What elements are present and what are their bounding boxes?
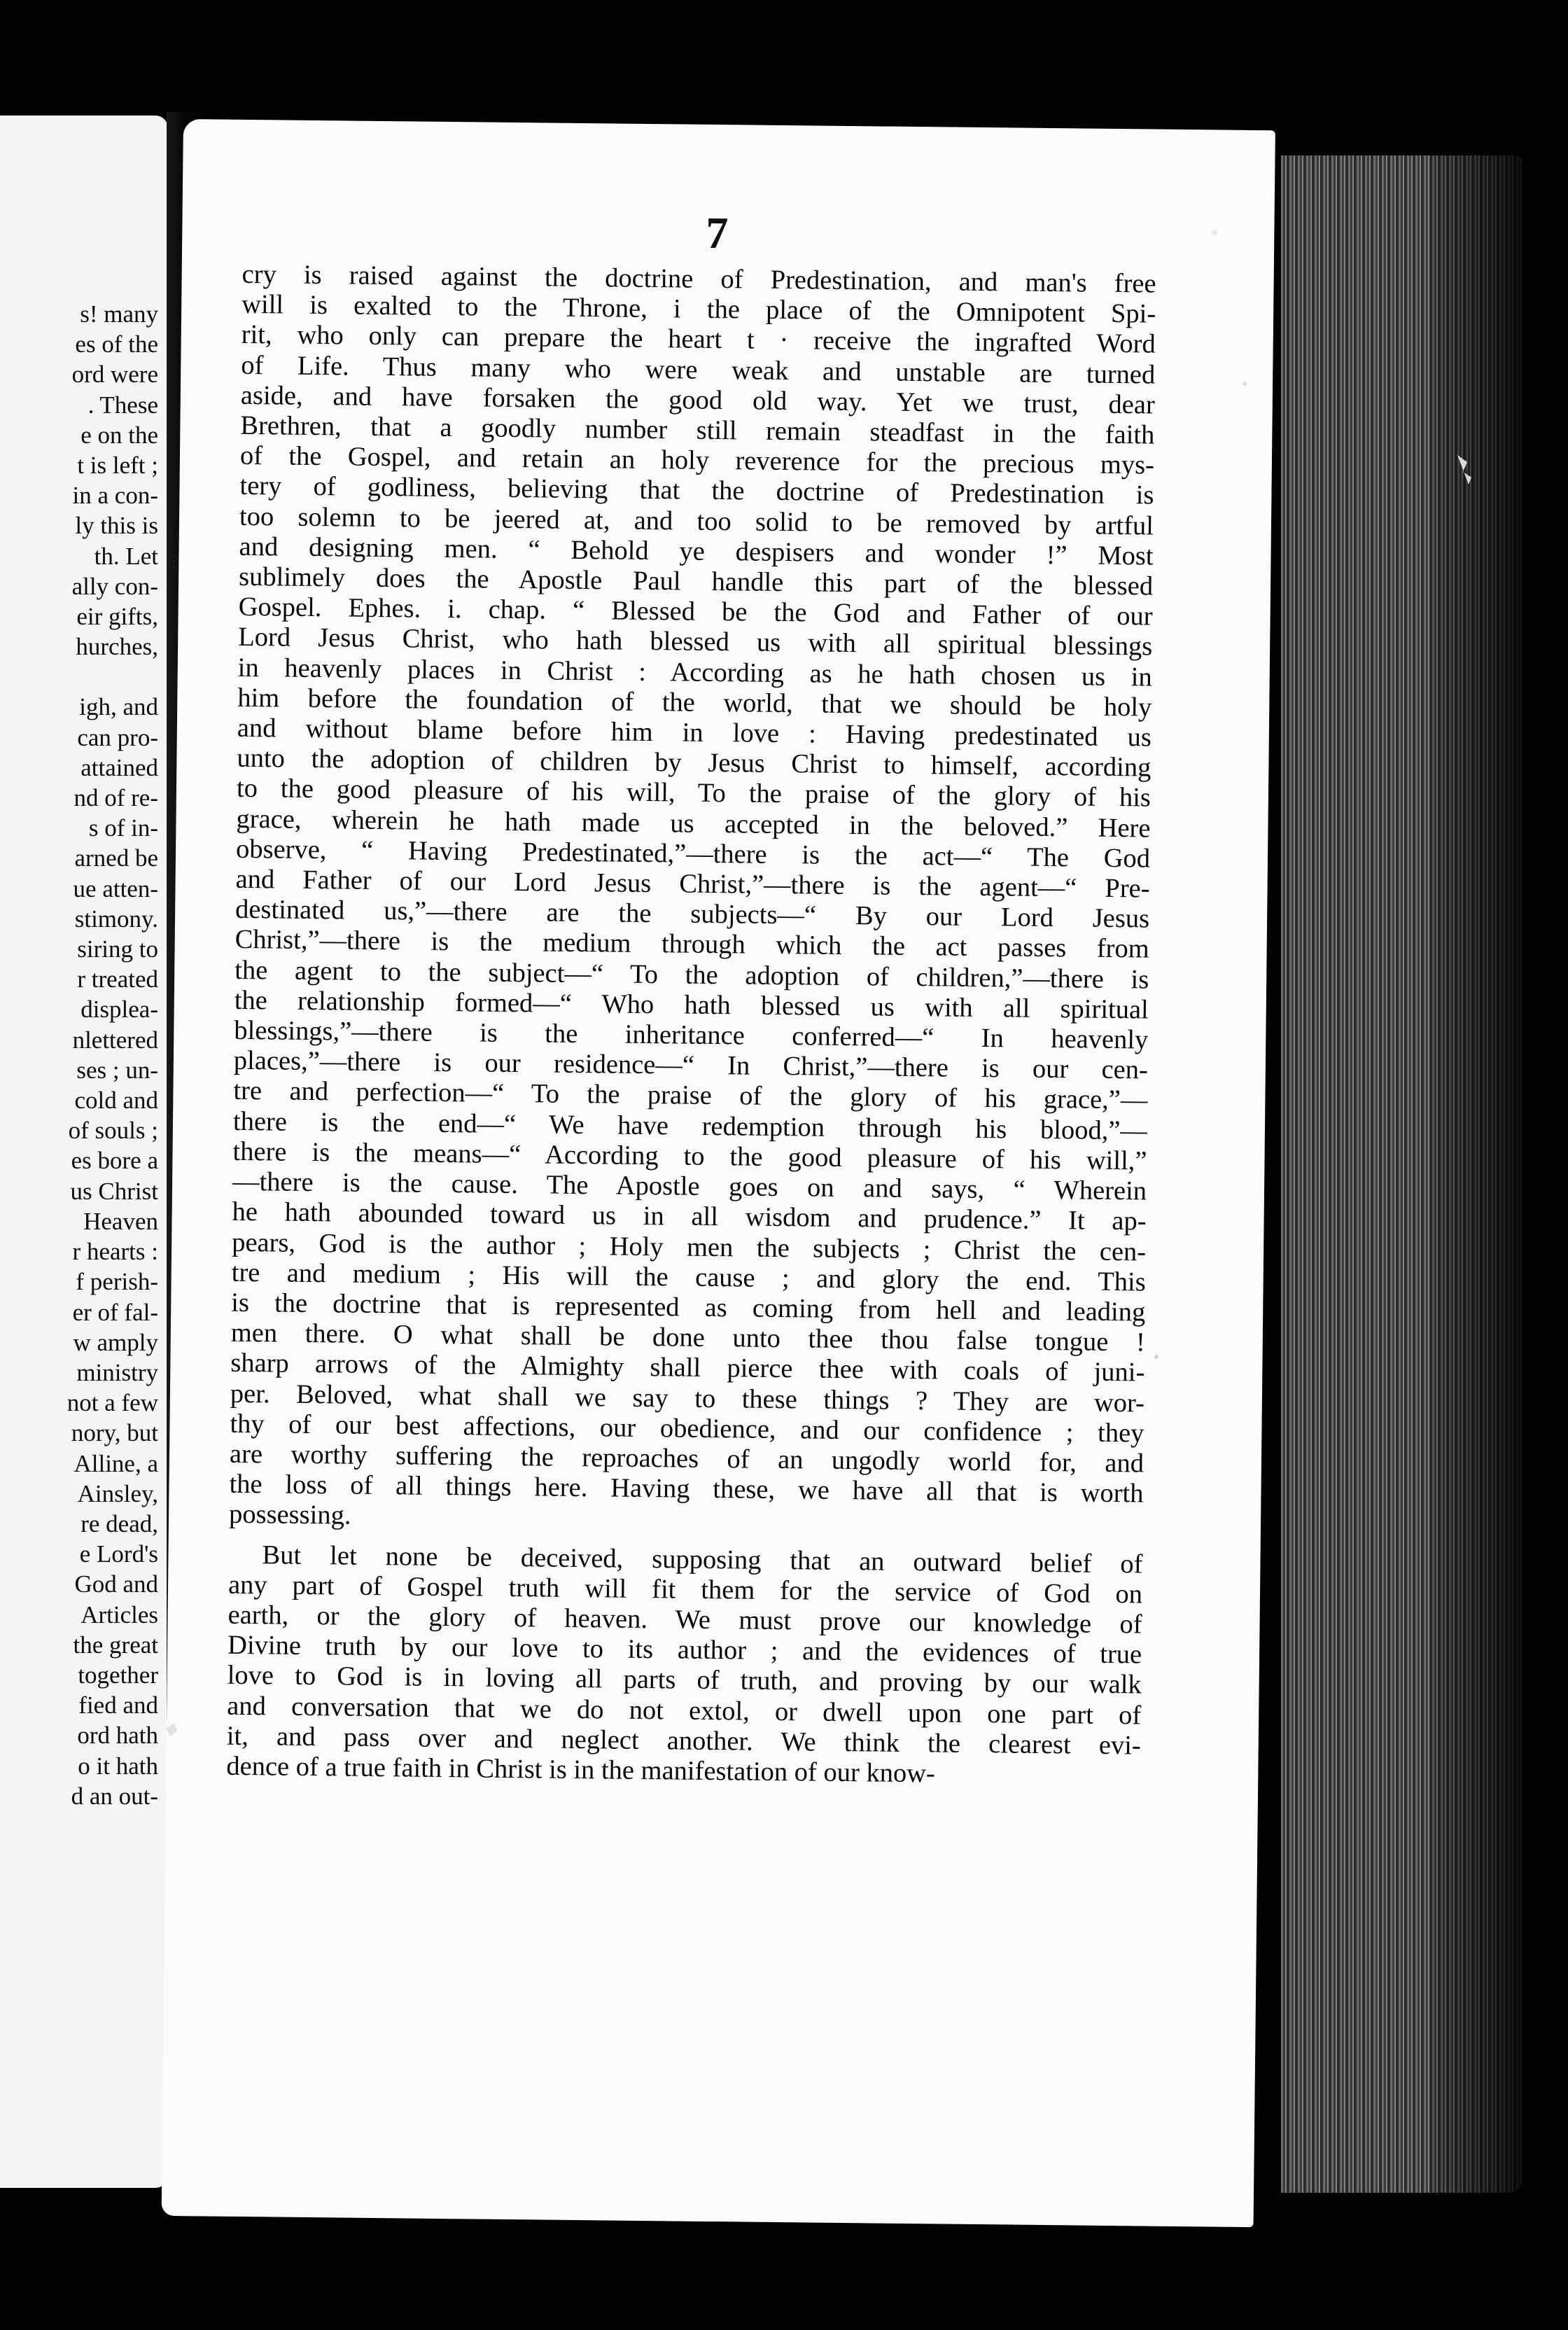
text-line: destinated us,”—there are the subjects—“ By our Lord Jesus: [234, 895, 1150, 934]
text-line: there is the end—“ We have redemption through his blood,”—: [232, 1106, 1148, 1146]
left-page-line: siring to: [77, 935, 158, 963]
left-page-line: arned be: [74, 844, 158, 872]
text-line: there is the means—“ According to the good pleasure of his will,”: [232, 1136, 1147, 1176]
text-line: Brethren, that a goodly number still remain steadfast in the faith: [240, 410, 1155, 450]
text-line: he hath abounded toward us in all wisdom and prudence.” It ap-: [232, 1197, 1147, 1236]
text-line: will is exalted to the Throne, i the place of the Omnipotent Spi-: [241, 290, 1156, 329]
text-line: Divine truth by our love to its author ; and the evidences of true: [227, 1630, 1142, 1670]
text-line: and Father of our Lord Jesus Christ,”—there is the agent—“ Pre-: [235, 864, 1150, 904]
left-page-line: r treated: [77, 965, 158, 993]
left-page-line: attained: [80, 753, 158, 781]
text-line: unto the adoption of children by Jesus Christ to himself, according: [237, 744, 1152, 783]
text-line: of the Gospel, and retain an holy reverence for the precious mys-: [239, 441, 1155, 480]
text-line: blessings,”—there is the inheritance conferred—“ In heavenly: [234, 1015, 1149, 1055]
left-page-line: in a con-: [72, 482, 158, 510]
left-page-line: Heaven: [83, 1207, 158, 1235]
left-page-line: us Christ: [70, 1177, 158, 1205]
text-line: tre and perfection—“ To the praise of the glory of his grace,”—: [233, 1076, 1148, 1115]
left-page-line: God and: [74, 1570, 158, 1598]
left-page-line: nlettered: [72, 1026, 158, 1054]
left-page-line: ministry: [76, 1358, 158, 1386]
left-page-line: es of the: [75, 330, 158, 358]
left-page-line: nd of re-: [74, 784, 158, 812]
page-number: 7: [705, 207, 729, 258]
left-page-line: ally con-: [71, 572, 158, 600]
left-page-line: r hearts :: [72, 1238, 158, 1266]
text-line: thy of our best affections, our obedience, and our confidence ; they: [230, 1409, 1144, 1449]
left-page-line: cold and: [74, 1087, 158, 1115]
text-line: cry is raised against the doctrine of Predestination, and man's free: [241, 259, 1156, 299]
left-page-line: can pro-: [77, 723, 158, 751]
text-line: sublimely does the Apostle Paul handle this part of the blessed: [238, 561, 1154, 601]
text-line: the relationship formed—“ Who hath blessed us with all spiritual: [234, 985, 1149, 1025]
left-page-line: together: [78, 1661, 158, 1689]
text-line: and without blame before him in love : Having predestinated us: [237, 713, 1152, 753]
text-line: any part of Gospel truth will fit them for the service of God on: [227, 1570, 1143, 1610]
text-line: tery of godliness, believing that the doctrine of Predestination is: [239, 471, 1154, 510]
left-page-line: ses ; un-: [76, 1056, 158, 1084]
text-line: Lord Jesus Christ, who hath blessed us with all spiritual blessings: [238, 622, 1153, 662]
text-line: is the doctrine that is represented as coming from hell and leading: [231, 1288, 1146, 1327]
text-line: and designing men. “ Behold ye despisers and wonder !” Most: [239, 531, 1154, 571]
left-page-line: Alline, a: [74, 1449, 158, 1477]
text-line: Christ,”—there is the medium through which the act passes from: [234, 925, 1149, 964]
left-page-line: eir gifts,: [76, 603, 158, 631]
text-line: places,”—there is our residence—“ In Christ,”—there is our cen-: [233, 1046, 1149, 1085]
text-line: rit, who only can prepare the heart t · receive the ingrafted Word: [241, 320, 1156, 359]
text-line: aside, and have forsaken the good old way. Yet we trust, dear: [240, 380, 1156, 420]
text-line: the loss of all things here. Having these, we have all that is worth: [229, 1469, 1144, 1509]
text-line: men there. O what shall be done unto thee thou false tongue !: [230, 1318, 1145, 1358]
left-page-line: . These: [88, 391, 158, 419]
left-page-line: Articles: [80, 1600, 158, 1628]
left-page-line: the great: [73, 1631, 158, 1659]
left-page-line: ord were: [71, 361, 158, 389]
left-page-line: s of in-: [88, 814, 158, 842]
left-page-line: fied and: [78, 1691, 158, 1719]
left-page-line: not a few: [66, 1389, 158, 1417]
text-line: in heavenly places in Christ : According as he hath chosen us in: [237, 653, 1152, 692]
left-page-line: ue atten-: [73, 874, 158, 902]
left-page-line: hurches,: [76, 633, 158, 661]
text-line: love to God is in loving all parts of truth, and proving by our walk: [227, 1661, 1142, 1700]
left-page-line: w amply: [73, 1328, 158, 1356]
left-page-line: re dead,: [80, 1509, 158, 1537]
text-line: Gospel. Ephes. i. chap. “ Blessed be the God and Father of our: [238, 592, 1153, 632]
text-line: too solemn to be jeered at, and too solid to be removed by artful: [239, 501, 1154, 541]
left-page-line: es bore a: [71, 1147, 158, 1175]
text-line: earth, or the glory of heaven. We must prove our knowledge of: [227, 1600, 1142, 1640]
text-line: dence of a true faith in Christ is in the manifestation of our know-: [226, 1751, 936, 1789]
text-line: and conversation that we do not extol, or dwell upon one part of: [227, 1691, 1142, 1730]
text-line: are worthy suffering the reproaches of an ungodly world for, and: [229, 1439, 1144, 1479]
left-page-line: f perish-: [76, 1268, 158, 1296]
text-line: sharp arrows of the Almighty shall pierce thee with coals of juni-: [230, 1348, 1145, 1388]
left-page-line: o it hath: [78, 1752, 158, 1780]
text-line: the agent to the subject—“ To the adoption of children,”—there is: [234, 955, 1149, 995]
left-page-line: e on the: [80, 421, 158, 449]
left-page-line: e Lord's: [79, 1540, 158, 1568]
text-line: tre and medium ; His will the cause ; and glory the end. This: [231, 1257, 1146, 1297]
text-line: possessing.: [228, 1500, 351, 1530]
text-line: of Life. Thus many who were weak and unstable are turned: [241, 350, 1156, 390]
left-page-line: stimony.: [74, 905, 158, 933]
text-line: —there is the cause. The Apostle goes on and says, “ Wherein: [232, 1166, 1147, 1206]
left-page-line: nory, but: [71, 1419, 158, 1447]
left-page-line: s! many: [80, 300, 158, 328]
left-page-line: er of fal-: [72, 1298, 158, 1326]
text-line: it, and pass over and neglect another. We think the clearest evi-: [226, 1721, 1141, 1761]
text-line: grace, wherein he hath made us accepted in the beloved.” Here: [236, 804, 1151, 844]
text-line: But let none be deceived, supposing that an outward belief of: [262, 1540, 1143, 1579]
text-line: him before the foundation of the world, that we should be holy: [237, 683, 1152, 723]
text-line: to the good pleasure of his will, To the praise of the glory of his: [236, 774, 1152, 813]
text-line: per. Beloved, what shall we say to these things ? They are wor-: [230, 1379, 1145, 1418]
text-line: pears, God is the author ; Holy men the subjects ; Christ the cen-: [231, 1227, 1147, 1267]
left-page-line: displea-: [80, 996, 158, 1024]
left-page-line: t is left ;: [77, 452, 158, 480]
left-page-line: ord hath: [77, 1722, 158, 1750]
left-page-line: th. Let: [94, 542, 158, 570]
left-page-line: igh, and: [79, 693, 158, 721]
left-page-line: d an out-: [71, 1782, 158, 1810]
left-page-line: ly this is: [75, 512, 158, 540]
left-page-line: of souls ;: [68, 1117, 158, 1145]
text-line: observe, “ Having Predestinated,”—there is the act—“ The God: [235, 834, 1151, 874]
left-page-line: Ainsley,: [77, 1479, 158, 1507]
